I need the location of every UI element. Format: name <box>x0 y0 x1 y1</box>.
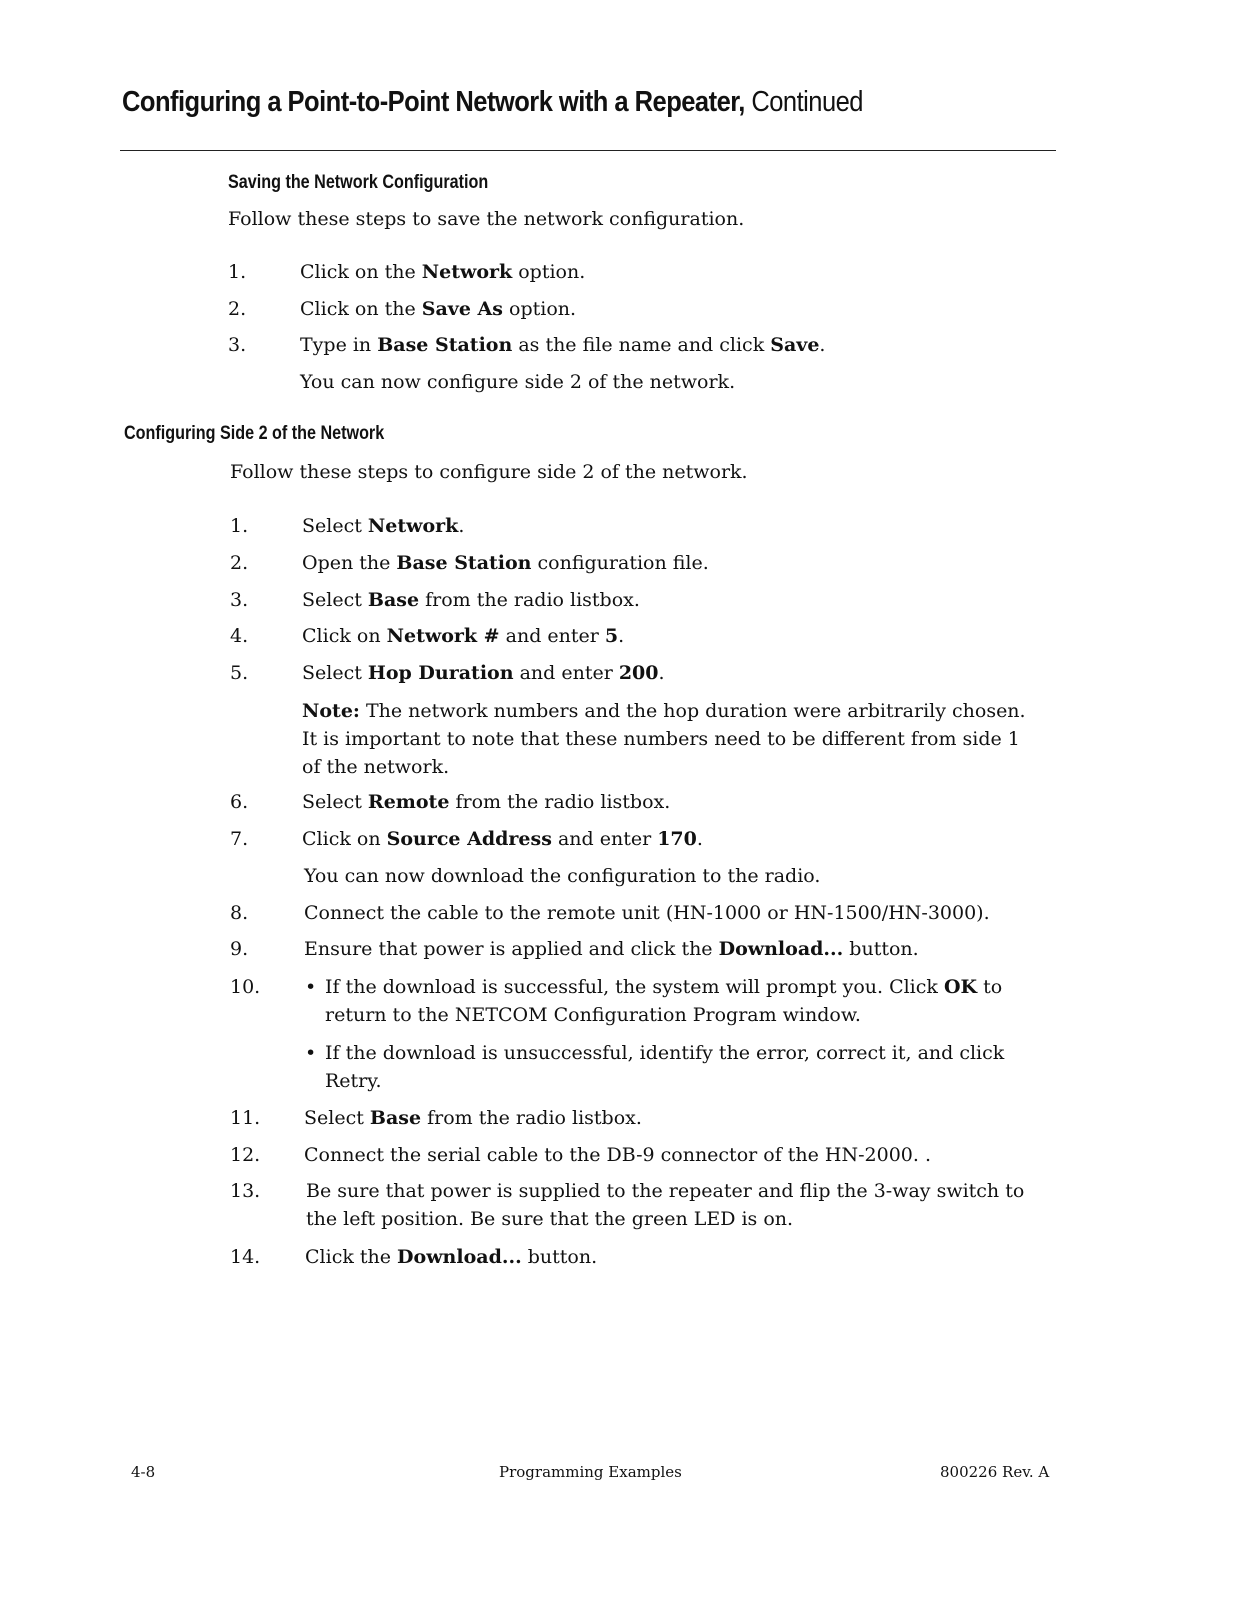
side2-step-6 <box>0 788 1237 820</box>
page-title-continued: Continued <box>751 86 863 118</box>
step-number: 8. <box>230 902 249 924</box>
step-number: 14. <box>230 1246 261 1268</box>
save-step-3 <box>0 331 1237 363</box>
step-text: Select Hop Duration and enter 200. <box>302 662 665 684</box>
note-block <box>302 697 1042 781</box>
save-step-2 <box>0 295 1237 327</box>
side2-step-8 <box>0 899 1237 931</box>
step-text: Click on Network # and enter 5. <box>302 625 625 647</box>
step-number: 7. <box>230 828 249 850</box>
step-text: Select Base from the radio listbox. <box>304 1107 642 1129</box>
side2-step-14 <box>0 1243 1237 1275</box>
step-text: Type in Base Station as the file name and click Save. <box>300 334 826 356</box>
side2-step-3 <box>0 586 1237 618</box>
bullet-marker: • <box>305 976 317 998</box>
side2-step-2 <box>0 549 1237 581</box>
step-text: Be sure that power is supplied to the repeater and flip the 3-way switch to the left position. Be sure that the green LED is on. <box>306 1180 1025 1230</box>
step-number: 6. <box>230 791 249 813</box>
step-number: 12. <box>230 1144 261 1166</box>
step-number: 1. <box>228 261 247 283</box>
step-text: Click the Download... button. <box>305 1246 598 1268</box>
footer-section: Programming Examples <box>499 1463 682 1481</box>
page-title-main: Configuring a Point-to-Point Network with a Repeater, <box>122 86 745 118</box>
step-text: Click on the Network option. <box>300 261 586 283</box>
side2-step-1 <box>0 512 1237 544</box>
side2-step-9 <box>0 935 1237 967</box>
bullet-marker: • <box>305 1042 317 1064</box>
note-label: Note: <box>302 700 360 722</box>
step-number: 3. <box>228 334 247 356</box>
step-text: Open the Base Station configuration file. <box>302 552 709 574</box>
step-number: 3. <box>230 589 249 611</box>
step-text: Connect the serial cable to the DB-9 connector of the HN-2000. . <box>304 1144 932 1166</box>
header-rule <box>120 150 1056 151</box>
step-number: 10. <box>230 976 261 998</box>
step-number: 13. <box>230 1180 261 1202</box>
side2-step-11 <box>0 1104 1237 1136</box>
step-text: Click on Source Address and enter 170. <box>302 828 703 850</box>
download-note: You can now download the configuration to the radio. <box>304 865 821 887</box>
step-number: 4. <box>230 625 249 647</box>
page-title <box>122 86 863 119</box>
step-text: Select Base from the radio listbox. <box>302 589 640 611</box>
step-text: Ensure that power is applied and click the Download... button. <box>304 938 919 960</box>
side2-step-4 <box>0 622 1237 654</box>
step-number: 1. <box>230 515 249 537</box>
section-intro-saving: Follow these steps to save the network configuration. <box>228 208 745 230</box>
save-step-1 <box>0 258 1237 290</box>
step-text: Select Remote from the radio listbox. <box>302 791 671 813</box>
side2-step-13 <box>0 1177 1237 1237</box>
note-text: The network numbers and the hop duration were arbitrarily chosen. It is important to note that these numbers need to be different from side 1 of the network. <box>302 700 1026 778</box>
step-number: 5. <box>230 662 249 684</box>
footer-page-number: 4-8 <box>131 1463 156 1481</box>
step-number: 2. <box>230 552 249 574</box>
step-number: 11. <box>230 1107 261 1129</box>
side2-step-5 <box>0 659 1237 691</box>
section-heading-saving: Saving the Network Configuration <box>228 172 489 193</box>
step-text: Select Network. <box>302 515 465 537</box>
section-heading-side2: Configuring Side 2 of the Network <box>124 423 385 444</box>
side2-step-12 <box>0 1141 1237 1173</box>
side2-step-7 <box>0 825 1237 857</box>
section-intro-side2: Follow these steps to configure side 2 of the network. <box>230 461 748 483</box>
bullet-success: If the download is successful, the system will prompt you. Click OK to return to the NETCOM Configuration Program window. <box>325 976 1003 1026</box>
step-text: Connect the cable to the remote unit (HN-1000 or HN-1500/HN-3000). <box>304 902 990 924</box>
step-text: Click on the Save As option. <box>300 298 577 320</box>
step-number: 9. <box>230 938 249 960</box>
step-number: 2. <box>228 298 247 320</box>
footer-revision: 800226 Rev. A <box>940 1463 1050 1481</box>
bullet-failure: If the download is unsuccessful, identify the error, correct it, and click Retry. <box>325 1042 1005 1092</box>
save-after-note: You can now configure side 2 of the network. <box>300 371 736 393</box>
